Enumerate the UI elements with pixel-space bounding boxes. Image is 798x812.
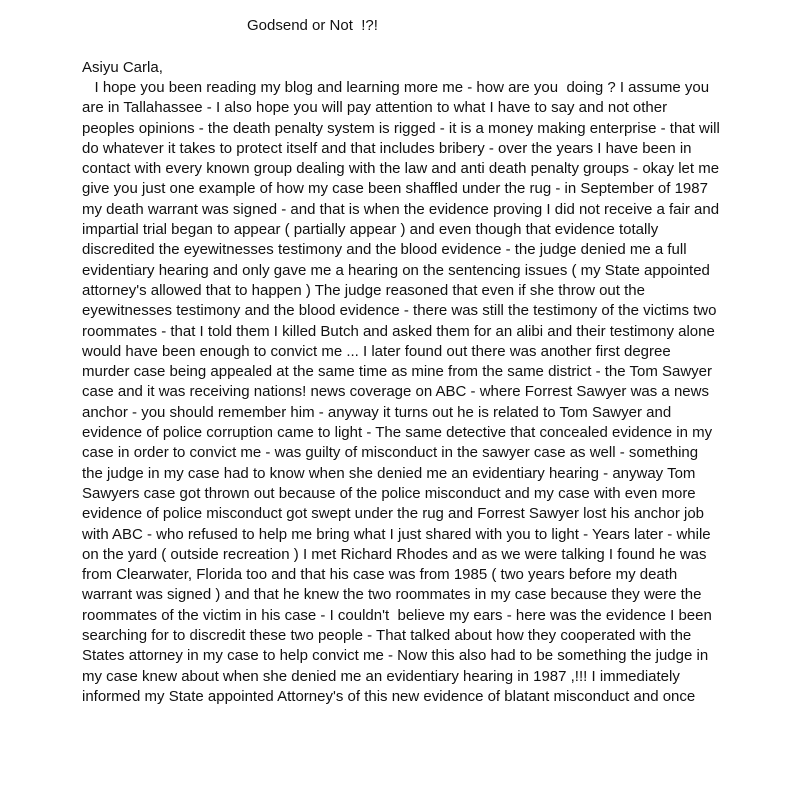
letter-line: would have been enough to convict me ... I later found out there was another first degree — [82, 342, 671, 360]
letter-line: evidence of police misconduct got swept under the rug and Forrest Sawyer lost his anchor job — [82, 505, 705, 523]
letter-line: my death warrant was signed - and that is when the evidence proving I did not receive a fair and — [82, 200, 720, 218]
letter-line: evidentiary hearing and only gave me a hearing on the sentencing issues ( my State appointed — [82, 261, 710, 279]
letter-line: from Clearwater, Florida too and that his case was from 1985 ( two years before my death — [82, 566, 678, 584]
letter-line: with ABC - who refused to help me bring what I just shared with you to light - Years later - while — [82, 525, 711, 543]
letter-line: attorney's allowed that to happen ) The judge reasoned that even if she throw out the — [82, 281, 645, 299]
letter-line: my case knew about when she denied me an evidentiary hearing in 1987 ,!!! I immediately — [82, 667, 680, 685]
letter-line: peoples opinions - the death penalty system is rigged - it is a money making enterprise - that will — [82, 119, 720, 137]
letter-line: searching for to discredit these two people - That talked about how they cooperated with the — [82, 627, 692, 645]
letter-line: discredited the eyewitnesses testimony and the blood evidence - the judge denied me a full — [82, 241, 687, 259]
letter-line: States attorney in my case to help convict me - Now this also had to be something the judge in — [82, 647, 709, 665]
letter-line: informed my State appointed Attorney's of this new evidence of blatant misconduct and once — [82, 687, 696, 705]
letter-line: give you just one example of how my case been shaffled under the rug - in September of 1987 — [82, 180, 708, 198]
letter-line: I hope you been reading my blog and learning more me - how are you doing ? I assume you — [82, 79, 710, 96]
letter-line: contact with every known group dealing with the law and anti death penalty groups - okay let me — [82, 160, 720, 178]
letter-line: roommates - that I told them I killed Butch and asked them for an alibi and their testimony alone — [82, 322, 715, 340]
letter-salutation: Asiyu Carla, — [82, 59, 163, 76]
letter-line: do whatever it takes to protect itself and that includes bribery - over the years I have been in — [82, 139, 692, 157]
letter-line: murder case being appealed at the same time as mine from the same district - the Tom Sawyer — [82, 363, 713, 381]
letter-line: roommates of the victim in his case - I couldn't believe my ears - here was the evidence I been — [82, 606, 712, 624]
letter-line: case in order to convict me - was guilty of misconduct in the sawyer case as well - something — [82, 444, 699, 462]
letter-body — [82, 78, 782, 707]
letter-line: eyewitnesses testimony and the blood evidence - there was still the testimony of the victims two — [82, 302, 717, 320]
letter-line: on the yard ( outside recreation ) I met Richard Rhodes and as we were talking I found he was — [82, 545, 707, 563]
letter-line: are in Tallahassee - I also hope you will pay attention to what I have to say and not other — [82, 99, 668, 117]
letter-title: Godsend or Not !?! — [247, 17, 378, 34]
letter-line: anchor - you should remember him - anyway it turns out he is related to Tom Sawyer and — [82, 403, 672, 421]
letter-line: warrant was signed ) and that he knew the two roommates in my case because they were the — [82, 586, 702, 604]
letter-line: impartial trial began to appear ( partially appear ) and even though that evidence totally — [82, 221, 659, 239]
letter-line: Sawyers case got thrown out because of the police misconduct and my case with even more — [82, 484, 696, 502]
letter-line: case and it was receiving nations! news coverage on ABC - where Forrest Sawyer was a news — [82, 383, 709, 401]
letter-line: evidence of police corruption came to light - The same detective that concealed evidence in my — [82, 424, 713, 442]
letter-line: the judge in my case had to know when she denied me an evidentiary hearing - anyway Tom — [82, 464, 696, 482]
